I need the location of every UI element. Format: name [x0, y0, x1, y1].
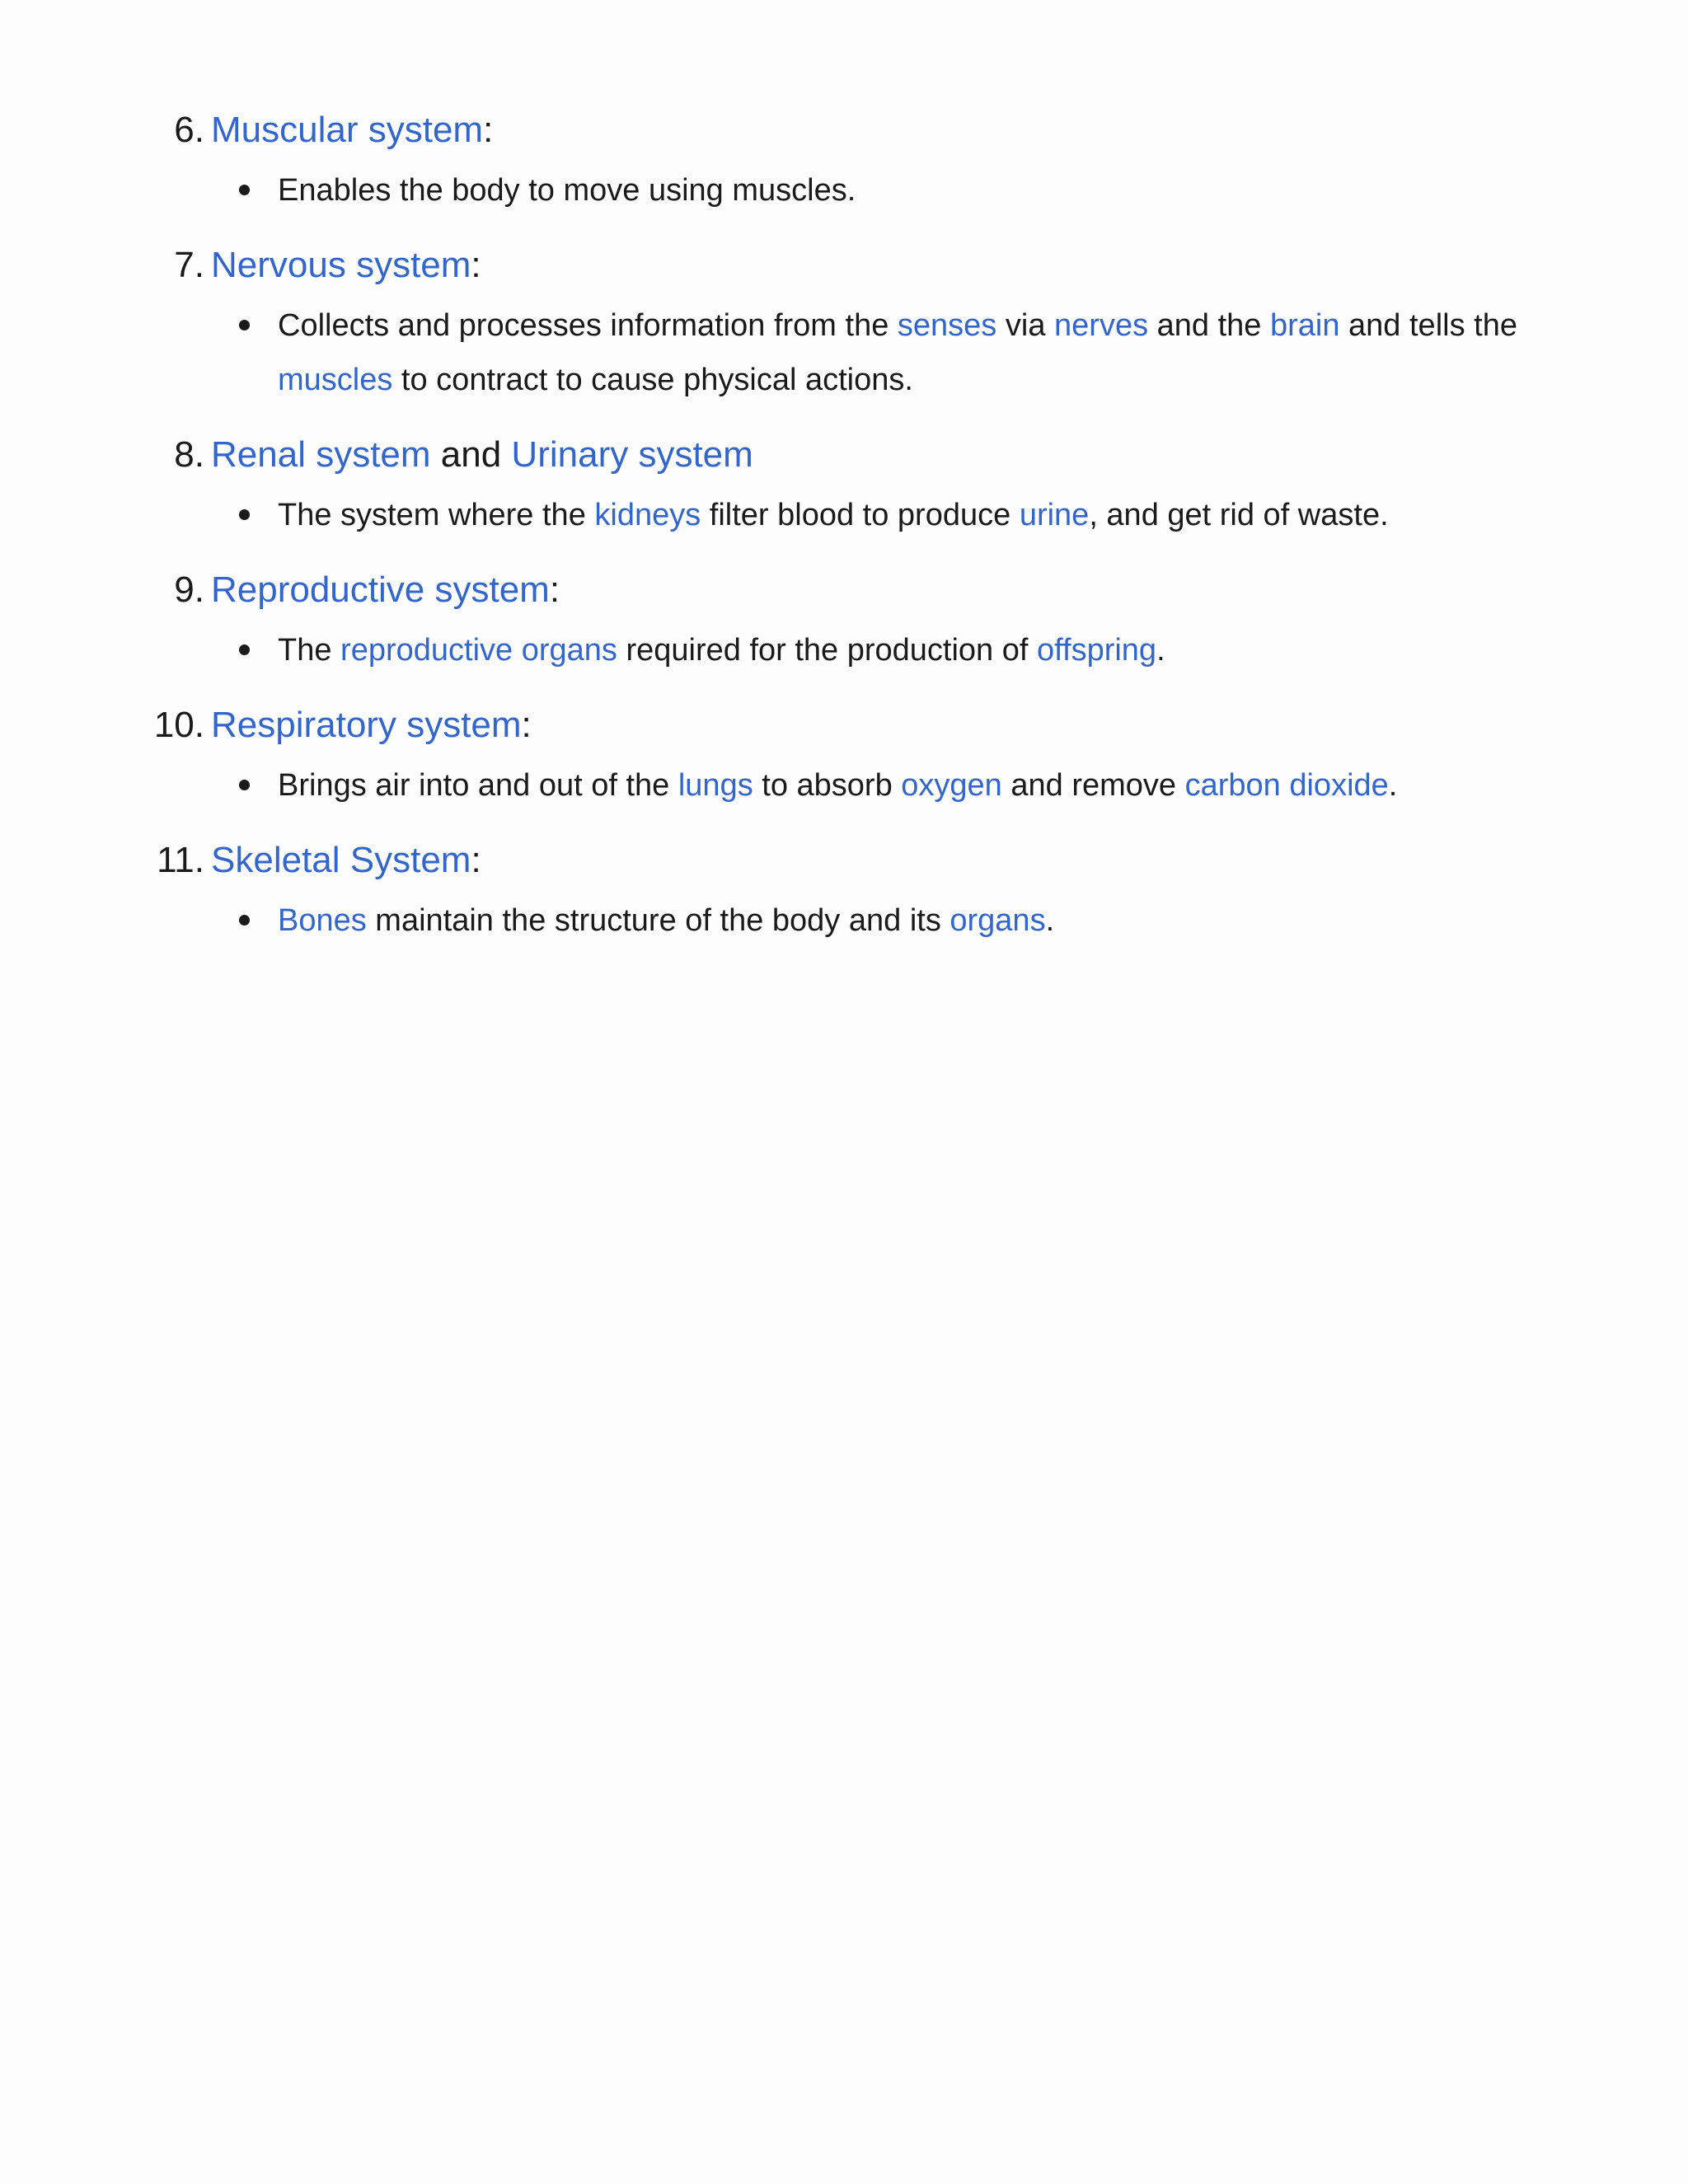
bullet-dot-icon — [239, 509, 250, 520]
bullet-text: and the — [1148, 308, 1270, 343]
list-item-heading — [0, 107, 1688, 153]
link-bones[interactable]: Bones — [278, 903, 367, 938]
bullet-text: filter blood to produce — [701, 498, 1020, 532]
bullet-item — [0, 298, 1688, 407]
bullet-text: via — [996, 308, 1055, 343]
list-item — [0, 107, 1688, 242]
link-nervous-system[interactable]: Nervous system — [211, 245, 471, 285]
link-brain[interactable]: brain — [1269, 308, 1340, 343]
bullet-dot-icon — [239, 780, 250, 790]
list-spacer — [0, 542, 1688, 567]
link-senses[interactable]: senses — [897, 308, 997, 343]
bullet-text: and remove — [1001, 768, 1185, 803]
bullet-text: and tells the — [1339, 308, 1517, 343]
bullet-dot-icon — [239, 644, 250, 655]
heading-text: : — [471, 840, 481, 880]
link-offspring[interactable]: offspring — [1037, 633, 1157, 668]
list-item — [0, 837, 1688, 948]
link-urine[interactable]: urine — [1019, 498, 1090, 532]
bullet-text: . — [1156, 633, 1165, 668]
bullet-dot-icon — [239, 185, 250, 195]
bullet-dot-icon — [239, 320, 250, 330]
bullet-text: to absorb — [753, 768, 902, 803]
link-lungs[interactable]: lungs — [678, 768, 753, 803]
link-muscular-system[interactable]: Muscular system — [211, 110, 484, 150]
bullet-item — [0, 488, 1688, 542]
list-spacer — [0, 677, 1688, 702]
bullet-text: to contract to cause physical actions. — [392, 363, 913, 397]
heading-text: : — [471, 245, 481, 285]
link-renal-system[interactable]: Renal system — [211, 434, 431, 475]
bullet-dot-icon — [239, 915, 250, 926]
heading-text: and — [430, 434, 512, 475]
link-carbon-dioxide[interactable]: carbon dioxide — [1184, 768, 1389, 803]
bullet-text: required for the production of — [617, 633, 1037, 668]
bullet-text: The — [278, 633, 341, 668]
bullet-item — [0, 623, 1688, 677]
bullet-text: maintain the structure of the body and its — [366, 903, 950, 938]
bullet-item — [0, 163, 1688, 218]
list-item — [0, 242, 1688, 432]
heading-text — [211, 702, 532, 748]
link-reproductive-system[interactable]: Reproductive system — [211, 569, 550, 610]
link-urinary-system[interactable]: Urinary system — [511, 434, 753, 475]
list-item — [0, 432, 1688, 567]
list-number: 9. — [174, 569, 204, 610]
bullet-item — [0, 893, 1688, 948]
list-item-heading — [0, 567, 1688, 613]
list-spacer — [0, 218, 1688, 242]
list-number: 8. — [174, 434, 204, 475]
link-kidneys[interactable]: kidneys — [594, 498, 701, 532]
bullet-text: . — [1045, 903, 1055, 938]
link-oxygen[interactable]: oxygen — [901, 768, 1002, 803]
list-number: 7. — [174, 245, 204, 285]
list-item — [0, 567, 1688, 702]
list-item-heading — [0, 702, 1688, 748]
bullet-item — [0, 758, 1688, 813]
link-organs[interactable]: organs — [950, 903, 1046, 938]
list-item-heading — [0, 837, 1688, 883]
organ-systems-list — [0, 107, 1688, 948]
list-item-heading — [0, 432, 1688, 478]
bullet-text: Enables the body to move using muscles. — [278, 173, 856, 208]
heading-text — [211, 107, 493, 153]
list-number: 10. — [153, 705, 204, 745]
link-respiratory-system[interactable]: Respiratory system — [211, 705, 522, 745]
list-number: 11. — [157, 840, 204, 880]
link-muscles[interactable]: muscles — [278, 363, 393, 397]
heading-text: : — [483, 110, 494, 150]
list-number: 6. — [174, 110, 204, 150]
bullet-text: Collects and processes information from the — [278, 308, 898, 343]
heading-text — [211, 242, 481, 288]
bullet-text: , and get rid of waste. — [1089, 498, 1389, 532]
list-spacer — [0, 407, 1688, 432]
heading-text — [211, 567, 560, 613]
link-skeletal-system[interactable]: Skeletal System — [211, 840, 471, 880]
list-item-heading — [0, 242, 1688, 288]
heading-text: : — [521, 705, 532, 745]
bullet-text: . — [1388, 768, 1398, 803]
bullet-text: The system where the — [278, 498, 595, 532]
bullet-text: Brings air into and out of the — [278, 768, 678, 803]
heading-text: : — [549, 569, 560, 610]
list-item — [0, 702, 1688, 837]
list-spacer — [0, 813, 1688, 837]
heading-text — [211, 837, 481, 883]
heading-text — [211, 432, 753, 478]
link-reproductive-organs[interactable]: reproductive organs — [340, 633, 617, 668]
link-nerves[interactable]: nerves — [1054, 308, 1149, 343]
